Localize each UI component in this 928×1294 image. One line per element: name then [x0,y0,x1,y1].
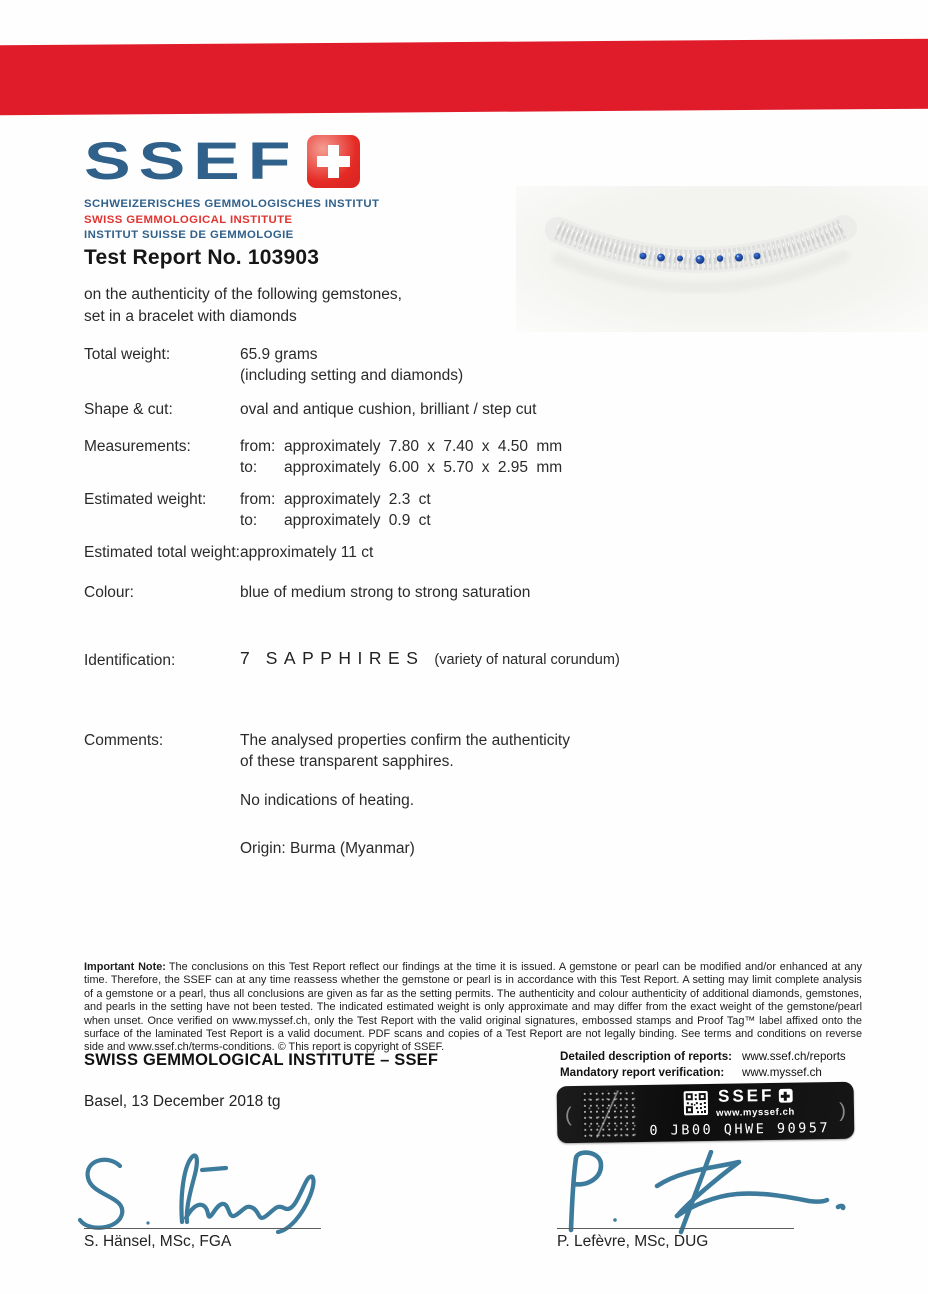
report-info-block [560,1049,846,1080]
comments-origin: Origin: Burma (Myanmar) [240,840,415,857]
intro-line-2: set in a bracelet with diamonds [84,307,297,325]
hologram-pattern [581,1090,636,1138]
intro-line-1: on the authenticity of the following gemstones, [84,286,402,303]
comments-heating: No indications of heating. [240,792,415,809]
field-value: approximately 11 ct [240,544,374,561]
field-value [240,648,620,671]
field-value: blue of medium strong to strong saturation [240,584,531,601]
qr-code-icon [684,1091,708,1115]
sticker-main [641,1085,837,1139]
signatory-left-name: S. Hänsel, MSc, FGA [84,1233,232,1250]
total-weight-value: 65.9 grams [240,346,318,363]
from-value: approximately 7.80 x 7.40 x 4.50 mm [284,438,563,455]
ssef-logo [84,132,380,244]
comments-authenticity-line2: of these transparent sapphires. [240,753,454,770]
field-estimated-weight [84,489,824,529]
field-measurements [84,436,824,476]
verification-info-line [560,1065,846,1081]
sapphire-bracelet-image [516,186,928,332]
place-date: Basel, 13 December 2018 tg [84,1093,281,1110]
from-value: approximately 2.3 ct [284,491,431,508]
header-red-band [0,39,928,116]
verification-label: Mandatory report verification: [560,1065,725,1079]
important-note-label: Important Note: [84,961,166,973]
report-intro [84,284,402,327]
sticker-top-row [684,1086,795,1120]
field-label: Total weight: [84,346,171,363]
institute-name-german: SCHWEIZERISCHES GEMMOLOGISCHES INSTITUT [84,198,380,210]
estimated-weight-from [240,489,431,510]
swiss-cross-icon [307,135,360,188]
ssef-logo-wordmark: SSEF [84,132,299,191]
from-prefix: from: [240,438,276,455]
security-sticker [557,1082,855,1144]
signature-left [74,1152,344,1234]
to-value: approximately 0.9 ct [284,512,431,529]
field-value [240,489,431,531]
sticker-brand-text: SSEF [717,1085,775,1106]
field-estimated-total-weight [84,542,824,563]
gem-name: SAPPHIRES [265,648,425,668]
signatory-right-name: P. Lefèvre, MSc, DUG [557,1233,709,1250]
reports-url: www.ssef.ch/reports [742,1050,846,1063]
institute-name-english: SWISS GEMMOLOGICAL INSTITUTE [84,213,293,226]
verification-url: www.myssef.ch [742,1065,822,1079]
field-label: Estimated total weight: [84,544,240,561]
reports-label: Detailed description of reports: [560,1050,732,1063]
sticker-brand-box [716,1086,795,1119]
field-identification [84,650,824,671]
sticker-right-bracket: ) [839,1099,847,1122]
ssef-logo-row [84,132,379,192]
important-note [84,961,862,1055]
report-title: Test Report No. 103903 [84,246,320,269]
bracelet-photo [516,186,928,332]
sticker-code: 0 JB00 QHWE 90957 [649,1120,831,1139]
ssef-logo-sublines [84,197,379,244]
to-prefix: to: [240,512,258,529]
from-prefix: from: [240,491,276,508]
estimated-weight-to [240,510,431,531]
sticker-brand-line [716,1086,795,1107]
gem-qualifier: (variety of natural corundum) [434,652,620,668]
field-value: oval and antique cushion, brilliant / step cut [240,401,537,418]
reports-info-line [560,1049,846,1065]
field-label: Shape & cut: [84,401,173,418]
field-value [240,344,463,386]
field-label: Estimated weight: [84,491,207,508]
field-label: Measurements: [84,438,191,455]
measurement-to [240,457,562,478]
to-prefix: to: [240,459,258,476]
important-note-text: The conclusions on this Test Report reflect our findings at the time it is issued. A gemstone or pearl can be modified and/or enhanced at any time. Therefore, the SSEF can at any time reassess whether the gemstone or pearl is in accordance with this Test Report. A setting may limit complete analysis of a gemstone or a pearl, thus all conclusions are given as far as the setting permits. The authenticity and colour authenticity of additional diamonds, gemstones, and pearls in the setting have not been tested. The indicated estimated weight is only approximate and may differ from the exact weight of the gemstone/pearl when unset. Once verified on www.myssef.ch, only the Test Report with the valid original signatures, embossed stamps and Proof Tag™ label affixed onto the surface of the laminated Test Report is a valid document. PDF scans and copies of a Test Report are not legally binding. See terms and conditions on reverse side and www.ssef.ch/terms-conditions. © This report is copyright of SSEF. [84,961,862,1054]
institute-footer-title: SWISS GEMMOLOGICAL INSTITUTE – SSEF [84,1051,439,1069]
signature-right [545,1150,850,1236]
field-label: Comments: [84,732,164,749]
gem-count: 7 [240,648,250,668]
field-label: Identification: [84,652,176,669]
sticker-cross-icon [778,1089,792,1103]
field-comments [84,730,824,857]
sticker-url: www.myssef.ch [716,1106,795,1119]
sticker-left-bracket: ( [564,1103,572,1126]
field-colour [84,582,824,603]
field-total-weight [84,344,824,384]
signature-line-right [557,1228,794,1229]
field-value [240,730,570,859]
comments-authenticity-line1: The analysed properties confirm the authenticity [240,732,570,749]
measurement-from [240,436,562,457]
field-shape-cut [84,399,824,420]
institute-name-french: INSTITUT SUISSE DE GEMMOLOGIE [84,229,294,242]
field-label: Colour: [84,584,134,601]
to-value: approximately 6.00 x 5.70 x 2.95 mm [284,459,563,476]
signature-line-left [84,1228,321,1229]
field-value [240,436,562,478]
total-weight-note: (including setting and diamonds) [240,367,464,384]
